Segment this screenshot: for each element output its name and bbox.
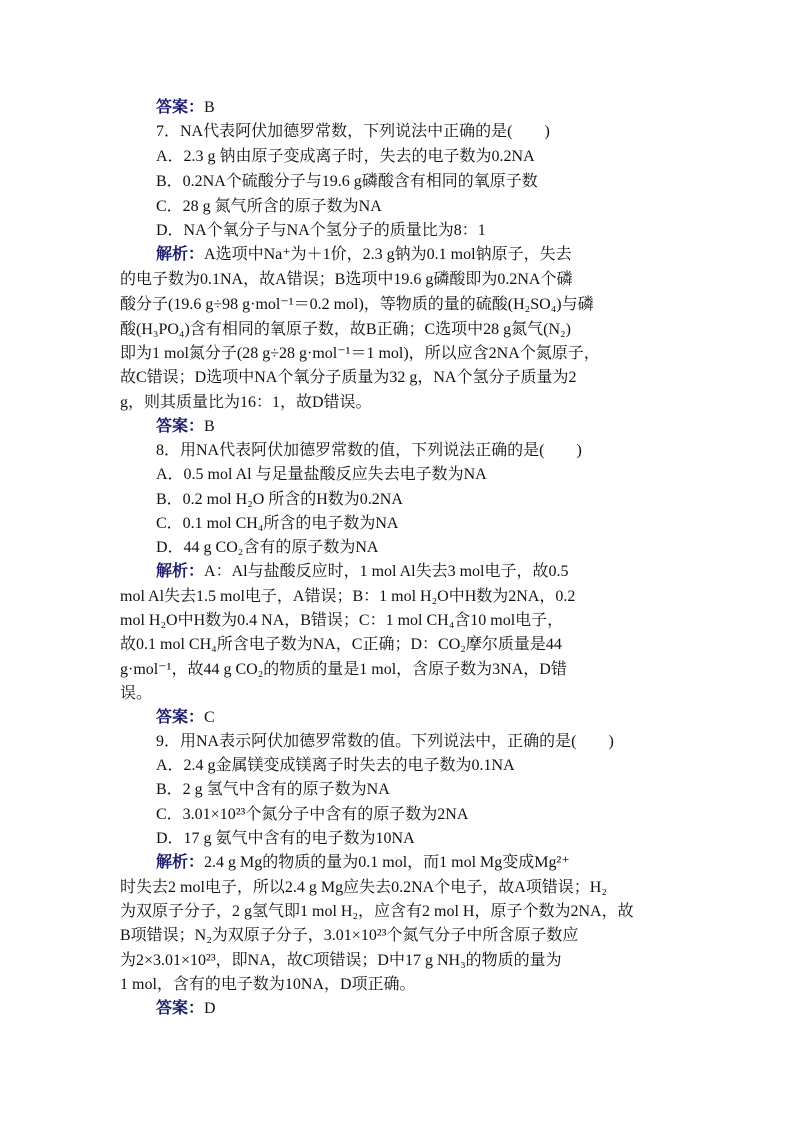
question-7-option-a: A．2.3 g 钠由原子变成离子时，失去的电子数为0.2NA: [156, 148, 535, 165]
analysis-line: g·mol⁻¹，故44 g CO₂的物质的量是1 mol，含原子数为3NA，D错: [120, 661, 567, 678]
question-7-option-b: B．0.2NA个硫酸分子与19.6 g磷酸含有相同的氧原子数: [156, 173, 538, 190]
answer-line: 答案：C: [156, 709, 215, 726]
answer-line: 答案：D: [156, 1000, 216, 1017]
answer-label: 答案：: [156, 709, 205, 726]
question-8-option-b: B．0.2 mol H₂O 所含的H数为0.2NA: [156, 491, 403, 508]
analysis-line: 1 mol，含有的电子数为10NA，D项正确。: [120, 976, 416, 993]
analysis-line: g，则其质量比为16：1，故D错误。: [120, 394, 372, 411]
analysis-line: 的电子数为0.1NA，故A错误；B选项中19.6 g磷酸即为0.2NA个磷: [120, 271, 573, 288]
analysis-line: mol Al失去1.5 mol电子，A错误；B：1 mol H₂O中H数为2NA，0.2: [120, 588, 576, 605]
analysis-line: 时失去2 mol电子，所以2.4 g Mg应失去0.2NA个电子，故A项错误；H₂: [120, 879, 607, 896]
analysis-line: 误。: [120, 685, 153, 702]
question-7-stem: 7．NA代表阿伏加德罗常数，下列说法中正确的是( ): [156, 123, 550, 140]
analysis-label: 解析：: [156, 246, 205, 263]
analysis-line: 解析：2.4 g Mg的物质的量为0.1 mol，而1 mol Mg变成Mg²⁺: [156, 854, 570, 871]
answer-label: 答案：: [156, 418, 205, 435]
analysis-line: 解析：A选项中Na⁺为＋1价，2.3 g钠为0.1 mol钠原子，失去: [156, 246, 572, 263]
analysis-line: 即为1 mol氮分子(28 g÷28 g·mol⁻¹＝1 mol)，所以应含2NA个氮原子，: [120, 345, 600, 362]
analysis-line: B项错误；N₂为双原子分子，3.01×10²³个氮气分子中所含原子数应: [120, 927, 579, 944]
answer-label: 答案：: [156, 1000, 205, 1017]
analysis-line: mol H₂O中H数为0.4 NA，B错误；C：1 mol CH₄含10 mol电子，: [120, 612, 564, 629]
analysis-line: 为2×3.01×10²³，即NA，故C项错误；D中17 g NH₃的物质的量为: [120, 952, 562, 969]
question-8-stem: 8．用NA代表阿伏加德罗常数的值，下列说法正确的是( ): [156, 442, 582, 459]
analysis-line: 酸(H₃PO₄)含有相同的氧原子数，故B正确；C选项中28 g氮气(N₂): [120, 321, 571, 338]
question-8-option-d: D．44 g CO₂含有的原子数为NA: [156, 539, 379, 556]
analysis-line: 故0.1 mol CH₄所含电子数为NA，C正确；D：CO₂摩尔质量是44: [120, 636, 562, 653]
question-7-option-d: D．NA个氧分子与NA个氢分子的质量比为8：1: [156, 222, 486, 239]
question-8-option-a: A．0.5 mol Al 与足量盐酸反应失去电子数为NA: [156, 466, 487, 483]
question-9-option-d: D．17 g 氨气中含有的电子数为10NA: [156, 830, 415, 847]
question-7-option-c: C．28 g 氮气所含的原子数为NA: [156, 198, 382, 215]
analysis-line: 故C错误；D选项中NA个氧分子质量为32 g，NA个氢分子质量为2: [120, 369, 577, 386]
analysis-line: 解析：A：Al与盐酸反应时，1 mol Al失去3 mol电子，故0.5: [156, 563, 569, 580]
question-9-option-b: B．2 g 氢气中含有的原子数为NA: [156, 781, 390, 798]
analysis-label: 解析：: [156, 854, 205, 871]
answer-label: 答案：: [156, 99, 205, 116]
question-8-option-c: C．0.1 mol CH₄所含的电子数为NA: [156, 515, 399, 532]
answer-line: 答案：B: [156, 418, 215, 435]
analysis-label: 解析：: [156, 563, 205, 580]
analysis-line: 为双原子分子，2 g氢气即1 mol H₂，应含有2 mol H，原子个数为2NA，故: [120, 903, 634, 920]
analysis-line: 酸分子(19.6 g÷98 g·mol⁻¹＝0.2 mol)，等物质的量的硫酸(H₂SO₄)与磷: [120, 296, 594, 313]
question-9-option-c: C．3.01×10²³个氮分子中含有的原子数为2NA: [156, 806, 469, 823]
answer-line: 答案：B: [156, 99, 215, 116]
question-9-stem: 9．用NA表示阿伏加德罗常数的值。下列说法中，正确的是( ): [156, 733, 614, 750]
question-9-option-a: A．2.4 g金属镁变成镁离子时失去的电子数为0.1NA: [156, 757, 515, 774]
